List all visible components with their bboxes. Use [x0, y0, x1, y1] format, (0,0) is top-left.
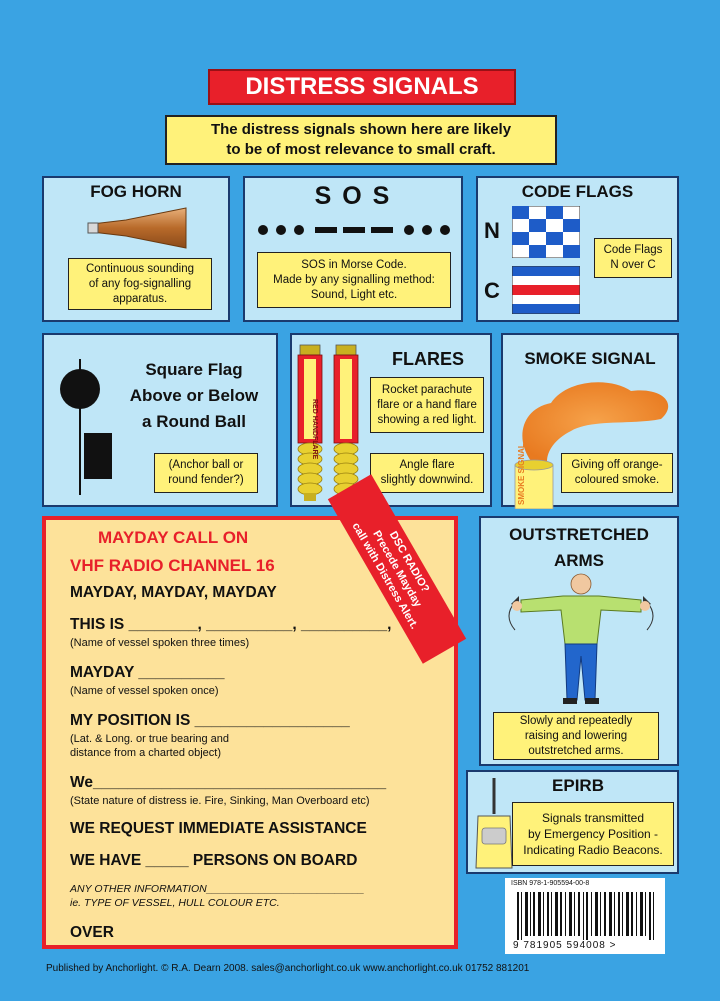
smoke-signal-title: SMOKE SIGNAL — [524, 349, 656, 368]
mayday-line-1: MAYDAY, MAYDAY, MAYDAY — [70, 584, 277, 601]
barcode-number: 9 781905 594008 > — [513, 940, 617, 951]
we-note: (State nature of distress ie. Fire, Sinking, Man Overboard etc) — [70, 795, 370, 807]
flares-desc-rocket: Rocket parachute flare or a hand flare showing a red light. — [370, 377, 484, 433]
position-note: (Lat. & Long. or true bearing and distance from a charted object) — [70, 733, 229, 759]
square-flag-desc: (Anchor ball or round fender?) — [154, 453, 258, 493]
mayday-panel — [42, 516, 458, 949]
smoke-signal-panel — [501, 333, 679, 507]
barcode — [505, 878, 665, 954]
fog-horn-panel — [42, 176, 230, 322]
position-line: MY POSITION IS __________________ — [70, 712, 350, 729]
footer-credits: Published by Anchorlight. © R.A. Dearn 2008. sales@anchorlight.co.uk www.anchorlight.co.uk 01752 881201 — [46, 963, 530, 974]
mayday-heading-1: MAYDAY CALL ON — [98, 528, 249, 547]
sos-title: S O S — [314, 182, 392, 210]
mayday-heading-2: VHF RADIO CHANNEL 16 — [70, 556, 275, 575]
intro-note: The distress signals shown here are likely to be of most relevance to small craft. — [165, 115, 557, 165]
square-flag-title: Square Flag Above or Below a Round Ball — [129, 360, 259, 431]
square-flag-panel — [42, 333, 278, 507]
flares-title: FLARES — [392, 349, 464, 369]
flares-panel — [290, 333, 492, 507]
over-line: OVER — [70, 924, 114, 941]
smoke-canister-label: SMOKE SIGNAL — [517, 443, 526, 505]
epirb-desc: Signals transmitted by Emergency Position - Indicating Radio Beacons. — [512, 802, 674, 866]
request-line: WE REQUEST IMMEDIATE ASSISTANCE — [70, 820, 367, 837]
epirb-beacon-icon — [472, 776, 516, 872]
other-info-line: ANY OTHER INFORMATION___________________________ ie. TYPE OF VESSEL, HULL COLOUR ETC. — [70, 883, 365, 909]
persons-line: WE HAVE _____ PERSONS ON BOARD — [70, 852, 358, 869]
mayday-line-2-note: (Name of vessel spoken once) — [70, 685, 219, 697]
this-is-note: (Name of vessel spoken three times) — [70, 637, 250, 649]
sos-panel — [243, 176, 463, 322]
outstretched-arms-panel — [479, 516, 679, 766]
fog-horn-desc: Continuous sounding of any fog-signalling apparatus. — [68, 258, 212, 310]
page-title: DISTRESS SIGNALS — [208, 69, 516, 105]
ball-and-square-icon — [52, 355, 112, 497]
flag-c-icon — [512, 266, 580, 314]
flares-desc-angle: Angle flare slightly downwind. — [370, 453, 484, 493]
code-flags-title: CODE FLAGS — [521, 182, 634, 201]
epirb-title: EPIRB — [552, 776, 604, 795]
fog-horn-title: FOG HORN — [90, 182, 182, 201]
smoke-signal-desc: Giving off orange- coloured smoke. — [561, 453, 673, 493]
flag-letter-n: N — [484, 218, 500, 243]
flag-n-icon — [512, 206, 580, 258]
outstretched-arms-title: OUTSTRETCHED ARMS — [509, 525, 649, 570]
code-flags-desc: Code Flags N over C — [594, 238, 672, 278]
flare-tube-label: RED HANDFLARE — [311, 399, 318, 460]
isbn-text: ISBN 978-1-905594-00-8 — [511, 880, 590, 887]
mayday-line-2: MAYDAY __________ — [70, 664, 225, 681]
fog-horn-icon — [86, 206, 196, 250]
sos-desc: SOS in Morse Code. Made by any signalling method: Sound, Light etc. — [257, 252, 451, 308]
morse-code-icon — [255, 222, 455, 238]
person-arms-icon — [491, 570, 671, 706]
code-flags-panel — [476, 176, 679, 322]
barcode-bars-icon — [517, 892, 655, 940]
outstretched-arms-desc: Slowly and repeatedly raising and lowering outstretched arms. — [493, 712, 659, 760]
this-is-line: THIS IS ________, __________, __________, — [70, 616, 392, 633]
dsc-radio-banner-text: DSC RADIO? Precede Mayday call with Distress Alert. — [328, 474, 466, 664]
flare-tubes-icon — [296, 343, 362, 505]
epirb-panel — [466, 770, 679, 874]
flag-letter-c: C — [484, 278, 500, 303]
dsc-radio-banner — [342, 504, 442, 704]
we-line: We__________________________________ — [70, 774, 387, 791]
